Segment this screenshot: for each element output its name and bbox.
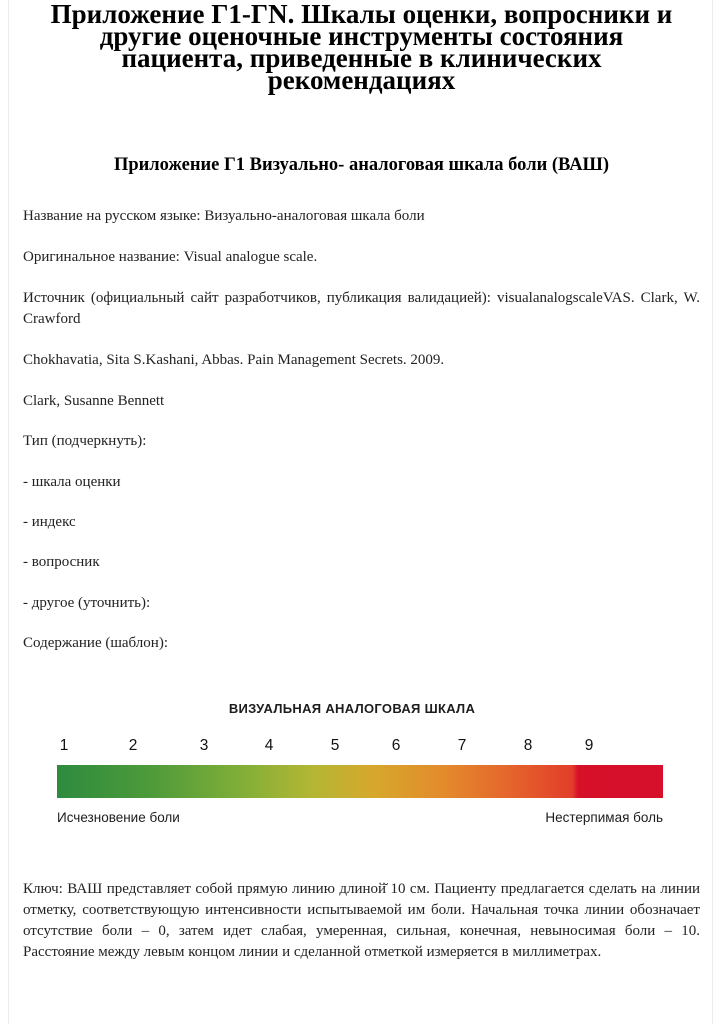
- main-title-line-1: Приложение Г1-ГN. Шкалы оценки, вопросники и: [50, 0, 673, 29]
- vas-right-label: Нестерпимая боль: [545, 810, 663, 825]
- vas-tick: 9: [584, 737, 594, 754]
- vas-tick: 1: [59, 737, 69, 754]
- main-title-line-3: пациента, приведенные в клинических: [121, 43, 602, 73]
- source-paragraph: Источник (официальный сайт разработчиков, публикация валидацией): visualanalogscaleVAS. Clark, W. Crawford: [23, 290, 700, 327]
- main-title-line-2: другие оценочные инструменты состояния: [99, 21, 624, 51]
- reference-paragraph-3: Clark, Susanne Bennett: [23, 393, 165, 409]
- main-title: [14, 0, 709, 95]
- reference-paragraph-2: Chokhavatia, Sita S.Kashani, Abbas. Pain Management Secrets. 2009.: [23, 352, 445, 368]
- content-label: Содержание (шаблон):: [23, 635, 168, 651]
- type-option-scale: - шкала оценки: [23, 474, 121, 490]
- vas-tick: 5: [330, 737, 340, 754]
- key-paragraph: Ключ: ВАШ представляет собой прямую линию длиной̆ 10 см. Пациенту предлагается сделать на линии отметку, соответствующую интенсивности испытываемой им боли. Начальная точка линии обозначает отсутствие боли – 0, затем идет слабая, умеренная, сильная, конечная, невыносимая боли – 10. Расстояние между левым концом линии и сделанной отметкой измеряется в миллиметрах.: [23, 881, 700, 960]
- type-option-other: - другое (уточнить):: [23, 595, 151, 611]
- vas-tick: 3: [199, 737, 209, 754]
- name-ru-paragraph: Название на русском языке: Визуально-аналоговая шкала боли: [23, 208, 425, 224]
- vas-tick: 8: [523, 737, 533, 754]
- vas-gradient-bar: [57, 765, 663, 798]
- vas-left-label: Исчезновение боли: [57, 810, 180, 825]
- section-title: Приложение Г1 Визуально- аналоговая шкала боли (ВАШ): [113, 155, 610, 175]
- name-original-paragraph: Оригинальное название: Visual analogue scale.: [23, 249, 318, 265]
- vas-tick: 7: [457, 737, 467, 754]
- type-label: Тип (подчеркнуть):: [23, 433, 147, 449]
- vas-tick: 6: [391, 737, 401, 754]
- vas-tick: 2: [128, 737, 138, 754]
- type-option-questionnaire: - вопросник: [23, 554, 100, 570]
- type-option-index: - индекс: [23, 514, 76, 530]
- main-title-line-4: рекомендациях: [267, 65, 456, 95]
- vas-title: ВИЗУАЛЬНАЯ АНАЛОГОВАЯ ШКАЛА: [228, 701, 476, 716]
- vas-tick: 4: [264, 737, 274, 754]
